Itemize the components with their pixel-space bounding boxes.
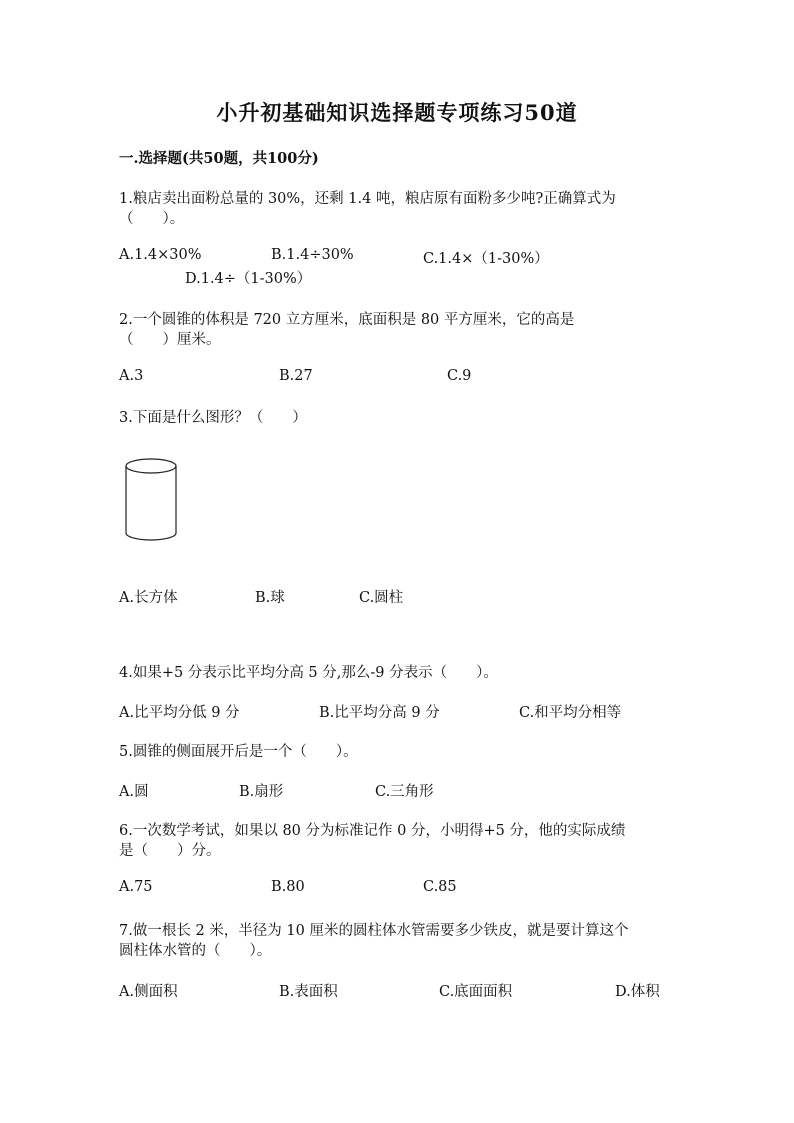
question-1-option-c: C.1.4×（1-30%） bbox=[423, 251, 549, 267]
question-7-text-cont: 圆柱体水管的（ ）。 bbox=[119, 943, 272, 959]
question-3-text: 3.下面是什么图形？（ ） bbox=[119, 410, 307, 426]
question-1-text: 1.粮店卖出面粉总量的 30%，还剩 1.4 吨，粮店原有面粉多少吨?正确算式为 bbox=[119, 191, 616, 207]
question-1-option-b: B.1.4÷30% bbox=[271, 247, 354, 263]
question-2-text-cont: （ ）厘米。 bbox=[119, 332, 221, 348]
question-4-option-a: A.比平均分低 9 分 bbox=[119, 705, 240, 721]
question-4-option-b: B.比平均分高 9 分 bbox=[319, 705, 440, 721]
question-4-option-c: C.和平均分相等 bbox=[519, 705, 622, 721]
question-1-option-d: D.1.4÷（1-30%） bbox=[185, 271, 312, 287]
question-3-option-a: A.长方体 bbox=[119, 590, 178, 606]
question-5-text: 5.圆锥的侧面展开后是一个（ ）。 bbox=[119, 744, 358, 760]
question-6-option-b: B.80 bbox=[271, 879, 305, 895]
page-title: 小升初基础知识选择题专项练习50道 bbox=[216, 100, 578, 125]
question-4-text: 4.如果+5 分表示比平均分高 5 分,那么-9 分表示（ ）。 bbox=[119, 665, 498, 681]
question-6-text: 6.一次数学考试，如果以 80 分为标准记作 0 分，小明得+5 分，他的实际成绩 bbox=[119, 823, 626, 839]
question-5-option-a: A.圆 bbox=[119, 784, 149, 800]
question-7-text: 7.做一根长 2 米，半径为 10 厘米的圆柱体水管需要多少铁皮，就是要计算这个 bbox=[119, 923, 629, 939]
section-heading: 一.选择题(共50题，共100分) bbox=[119, 150, 319, 167]
question-1-text-cont: （ ）。 bbox=[119, 211, 185, 227]
question-3-option-c: C.圆柱 bbox=[359, 590, 404, 606]
question-2-text: 2.一个圆锥的体积是 720 立方厘米，底面积是 80 平方厘米，它的高是 bbox=[119, 312, 575, 328]
question-3-option-b: B.球 bbox=[255, 590, 285, 606]
question-1-option-a: A.1.4×30% bbox=[119, 247, 202, 263]
question-2-option-c: C.9 bbox=[447, 368, 472, 384]
cylinder-figure bbox=[123, 456, 183, 548]
question-6-option-a: A.75 bbox=[119, 879, 153, 895]
question-7-option-d: D.体积 bbox=[615, 984, 660, 1000]
question-7-option-b: B.表面积 bbox=[279, 984, 338, 1000]
question-7-option-a: A.侧面积 bbox=[119, 984, 178, 1000]
question-5-option-c: C.三角形 bbox=[375, 784, 434, 800]
question-7-option-c: C.底面面积 bbox=[439, 984, 513, 1000]
question-6-option-c: C.85 bbox=[423, 879, 457, 895]
question-6-text-cont: 是（ ）分。 bbox=[119, 843, 221, 859]
question-2-option-b: B.27 bbox=[279, 368, 313, 384]
question-5-option-b: B.扇形 bbox=[239, 784, 284, 800]
question-2-option-a: A.3 bbox=[119, 368, 144, 384]
